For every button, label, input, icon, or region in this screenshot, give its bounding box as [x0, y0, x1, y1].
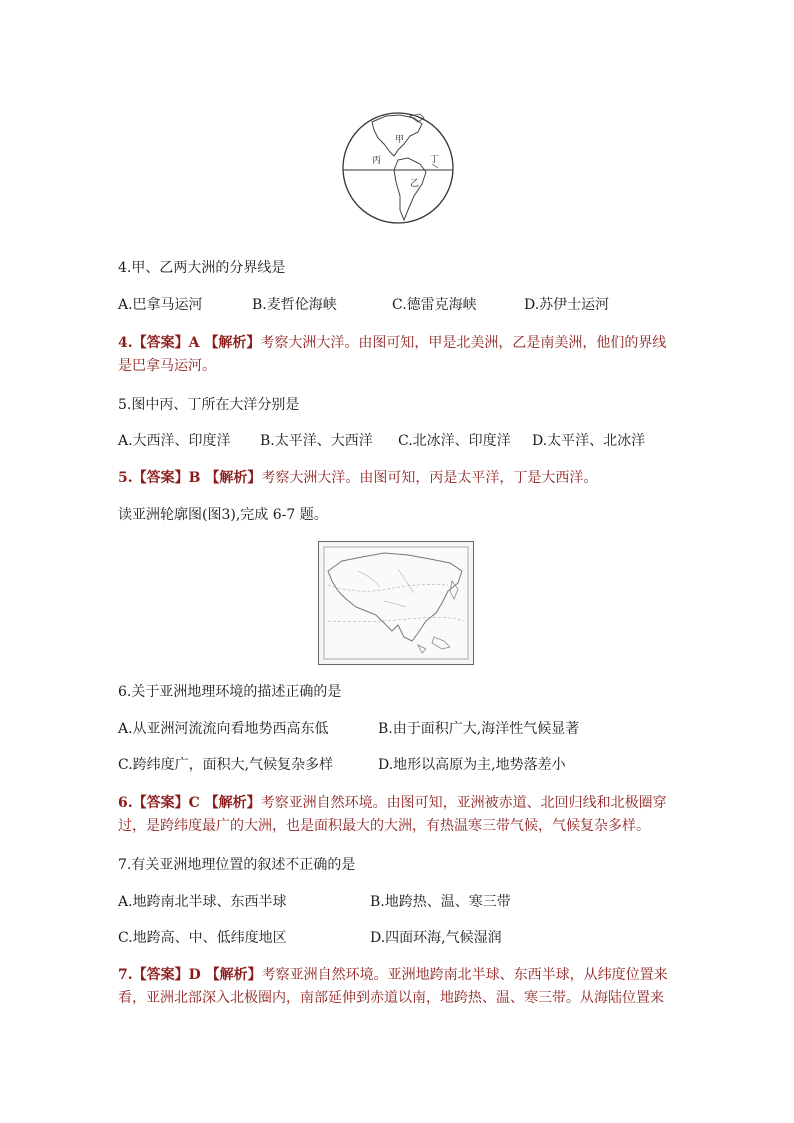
q4-option-d: D.苏伊士运河: [524, 297, 610, 313]
q5-stem: 5.图中丙、丁所在大洋分别是: [118, 397, 300, 413]
q6-stem: 6.关于亚洲地理环境的描述正确的是: [118, 684, 342, 700]
q4-answer-tag: 4.【答案】A 【解析】: [118, 335, 261, 351]
q7-answer-tag: 7.【答案】D 【解析】: [118, 967, 262, 983]
q4-option-a: A.巴拿马运河: [118, 297, 203, 313]
q4-option-c: C.德雷克海峡: [392, 297, 477, 313]
q6-answer-tag: 6.【答案】C 【解析】: [118, 795, 261, 811]
q7-answer-text: 考察亚洲自然环境。亚洲地跨南北半球、东西半球，从纬度位置来看，亚洲北部深入北极圈内，南部延伸到赤道以南，地跨热、温、寒三带。从海陆位置来: [118, 967, 668, 1006]
q5-option-d: D.太平洋、北冰洋: [532, 433, 646, 449]
q5-option-c: C.北冰洋、印度洋: [398, 433, 511, 449]
intro-text: 读亚洲轮廓图(图3),完成 6-7 题。: [118, 507, 328, 523]
q7-option-d: D.四面环海,气候湿润: [370, 930, 502, 946]
asia-outline-map: [318, 541, 474, 665]
q4-option-b: B.麦哲伦海峡: [252, 297, 337, 313]
q7-answer: [118, 964, 678, 1010]
q6-option-a: A.从亚洲河流流向看地势西高东低: [118, 721, 329, 737]
q6-answer-text: 考察亚洲自然环境。由图可知，亚洲被赤道、北回归线和北极圈穿过，是跨纬度最广的大洲，也是面积最大的大洲，有热温寒三带气候，气候复杂多样。: [118, 795, 667, 834]
label-jia: 甲: [395, 135, 405, 145]
q5-option-a: A.大西洋、印度洋: [118, 433, 231, 449]
q7-option-c: C.地跨高、中、低纬度地区: [118, 930, 287, 946]
q5-option-b: B.太平洋、大西洋: [260, 433, 373, 449]
q7-option-a: A.地跨南北半球、东西半球: [118, 894, 287, 910]
q7-stem: 7.有关亚洲地理位置的叙述不正确的是: [118, 857, 356, 873]
q4-answer-text: 考察大洲大洋。由图可知，甲是北美洲，乙是南美洲，他们的界线是巴拿马运河。: [118, 335, 667, 374]
q7-option-b: B.地跨热、温、寒三带: [370, 894, 511, 910]
label-yi: 乙: [410, 179, 420, 189]
q5-answer: [118, 467, 678, 490]
q5-answer-text: 考察大洲大洋。由图可知，丙是太平洋，丁是大西洋。: [261, 470, 598, 486]
label-bing: 丙: [372, 156, 382, 166]
q5-answer-tag: 5.【答案】B 【解析】: [118, 470, 262, 486]
q4-stem: 4.甲、乙两大洲的分界线是: [118, 260, 286, 276]
q4-answer: [118, 332, 678, 378]
q6-answer: [118, 792, 678, 838]
americas-hemisphere-map: [338, 106, 458, 230]
q6-option-c: C.跨纬度广，面积大,气候复杂多样: [118, 757, 334, 773]
q6-option-d: D.地形以高原为主,地势落差小: [378, 757, 566, 773]
q6-option-b: B.由于面积广大,海洋性气候显著: [378, 721, 580, 737]
label-ding: 丁: [430, 155, 440, 165]
